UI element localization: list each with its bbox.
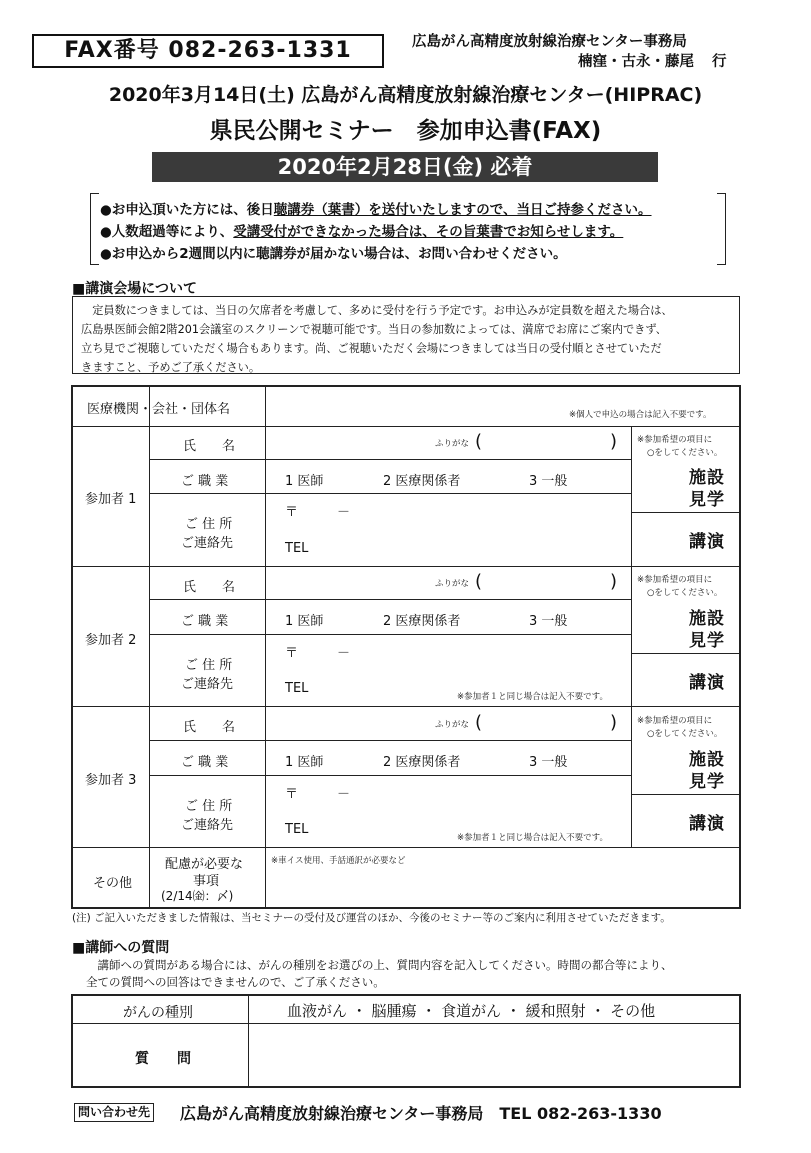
lecture-option[interactable]: 講演	[689, 814, 725, 834]
address-label: ご 住 所	[185, 517, 233, 532]
org-input[interactable]	[266, 388, 739, 426]
recipients	[578, 50, 727, 71]
participant-2-label: 参加者 2	[85, 633, 137, 648]
org-note: ※個人で申込の場合は記入不要です。	[569, 410, 712, 420]
notice-box	[90, 193, 726, 265]
lecture-option[interactable]: 講演	[689, 532, 725, 552]
notice-1: ●お申込頂いた方には、後日聴講券（葉書）を送付いたしますので、当日ご持参ください。	[100, 202, 652, 218]
tour-option[interactable]: 見学	[689, 772, 725, 792]
job-option-medical[interactable]: 2 医療関係者	[383, 755, 461, 770]
notice-2: ●人数超過等により、受講受付ができなかった場合は、その旨葉書でお知らせします。	[100, 224, 624, 240]
venue-box	[72, 296, 740, 374]
address-label: ご 住 所	[185, 799, 233, 814]
same-as-participant-1-note: ※参加者１と同じ場合は記入不要です。	[457, 692, 608, 702]
contact-info: 広島がん高精度放射線治療センター事務局 TEL 082-263-1330	[180, 1104, 662, 1123]
job-option-doctor[interactable]: 1 医師	[285, 755, 324, 770]
job-option-general[interactable]: 3 一般	[529, 614, 568, 629]
venue-text: 立ち見でご視聴していただく場合もあります。尚、ご視聴いただく会場につきましては当日の受付順とさせていただ	[81, 342, 662, 355]
recipient-names: 楠窪・古永・藤尾	[578, 54, 694, 70]
address-label: ご 住 所	[185, 658, 233, 673]
same-as-participant-1-note: ※参加者１と同じ場合は記入不要です。	[457, 833, 608, 843]
participant-3-label: 参加者 3	[85, 773, 137, 788]
job-option-general[interactable]: 3 一般	[529, 474, 568, 489]
privacy-note: (注) ご記入いただきました情報は、当セミナーの受付及び運営のほか、今後のセミナー等のご案内に利用させていただきます。	[72, 912, 671, 924]
contact-label: ご連絡先	[181, 677, 234, 692]
participant-2-address-input[interactable]	[266, 635, 631, 706]
job-label: ご 職 業	[181, 614, 229, 629]
job-option-general[interactable]: 3 一般	[529, 755, 568, 770]
venue-text: 定員数につきましては、当日の欠席者を考慮して、多めに受付を行う予定です。お申込みが定員数を超えた場合は、	[81, 304, 673, 317]
questions-heading: ■講師への質問	[72, 940, 170, 956]
postal-mark: 〒 －	[285, 646, 351, 661]
notice-3: ●お申込から2週間以内に聴講券が届かない場合は、お問い合わせください。	[100, 246, 567, 262]
consideration-input[interactable]	[266, 849, 739, 907]
tour-note: ○をしてください。	[647, 448, 723, 458]
participant-1-label: 参加者 1	[85, 492, 137, 507]
furigana-input[interactable]: ( )	[475, 571, 617, 592]
org-label: 医療機関・会社・団体名	[87, 402, 231, 417]
consideration-note: ※車イス使用、手話通訳が必要など	[271, 856, 406, 866]
questions-intro	[86, 957, 673, 991]
tour-note: ※参加希望の項目に	[637, 435, 713, 445]
venue-heading: ■講演会場について	[72, 281, 197, 297]
questions-intro-text: 全ての質問への回答はできませんので、ご了承ください。	[86, 975, 385, 989]
tour-note: ○をしてください。	[647, 588, 723, 598]
form-title: 県民公開セミナー 参加申込書(FAX)	[209, 118, 602, 144]
postal-mark: 〒 －	[285, 787, 351, 802]
tour-note: ※参加希望の項目に	[637, 575, 713, 585]
other-label: その他	[93, 876, 133, 891]
questions-intro-text: 講師への質問がある場合には、がんの種別をお選びの上、質問内容を記入してください。時間の都合等により、	[86, 958, 673, 972]
job-option-doctor[interactable]: 1 医師	[285, 614, 324, 629]
job-option-medical[interactable]: 2 医療関係者	[383, 614, 461, 629]
furigana-input[interactable]: ( )	[475, 431, 617, 452]
consideration-label: 配慮が必要な	[165, 857, 244, 872]
tour-option[interactable]: 施設	[689, 609, 725, 629]
tour-option[interactable]: 見学	[689, 490, 725, 510]
question-label: 質 問	[135, 1051, 191, 1067]
tour-note: ○をしてください。	[647, 729, 723, 739]
contact-label: ご連絡先	[181, 818, 234, 833]
consideration-label: 事項	[193, 874, 220, 889]
contact-tag: 問い合わせ先	[74, 1103, 154, 1122]
job-label: ご 職 業	[181, 474, 229, 489]
cancer-type-options[interactable]: 血液がん ・ 脳腫瘍 ・ 食道がん ・ 緩和照射 ・ その他	[287, 1002, 656, 1020]
job-option-doctor[interactable]: 1 医師	[285, 474, 324, 489]
tour-option[interactable]: 見学	[689, 631, 725, 651]
name-label: 氏 名	[183, 439, 236, 454]
participant-3-address-input[interactable]	[266, 776, 631, 847]
recipients-suffix: 行	[712, 54, 727, 70]
name-label: 氏 名	[183, 580, 236, 595]
tour-note: ※参加希望の項目に	[637, 716, 713, 726]
tel-label: TEL	[285, 541, 309, 556]
furigana-label: ふりがな	[435, 720, 470, 730]
lecture-option[interactable]: 講演	[689, 673, 725, 693]
postal-mark: 〒 －	[285, 505, 351, 520]
event-line: 2020年3月14日(土) 広島がん高精度放射線治療センター(HIPRAC)	[108, 84, 703, 106]
name-label: 氏 名	[183, 720, 236, 735]
tour-option[interactable]: 施設	[689, 468, 725, 488]
fax-number: FAX番号 082-263-1331	[32, 34, 384, 68]
participant-1-address-input[interactable]	[266, 494, 631, 565]
furigana-input[interactable]: ( )	[475, 712, 617, 733]
tel-label: TEL	[285, 681, 309, 696]
deadline-banner: 2020年2月28日(金) 必着	[152, 152, 658, 182]
job-option-medical[interactable]: 2 医療関係者	[383, 474, 461, 489]
question-table	[71, 994, 741, 1088]
job-label: ご 職 業	[181, 755, 229, 770]
furigana-label: ふりがな	[435, 439, 470, 449]
tour-option[interactable]: 施設	[689, 750, 725, 770]
cancer-type-label: がんの種別	[123, 1005, 193, 1021]
application-form	[71, 385, 741, 909]
question-input[interactable]	[249, 1024, 739, 1086]
consideration-deadline: (2/14㈮：〆)	[161, 889, 234, 903]
contact-label: ご連絡先	[181, 536, 234, 551]
tel-label: TEL	[285, 822, 309, 837]
venue-text: きますこと、予めご了承ください。	[81, 361, 261, 374]
furigana-label: ふりがな	[435, 579, 470, 589]
venue-text: 広島県医師会館2階201会議室のスクリーンで視聴可能です。当日の参加数によっては、満席でお席にご案内できず、	[81, 323, 667, 336]
office-name: 広島がん高精度放射線治療センター事務局	[412, 34, 687, 50]
